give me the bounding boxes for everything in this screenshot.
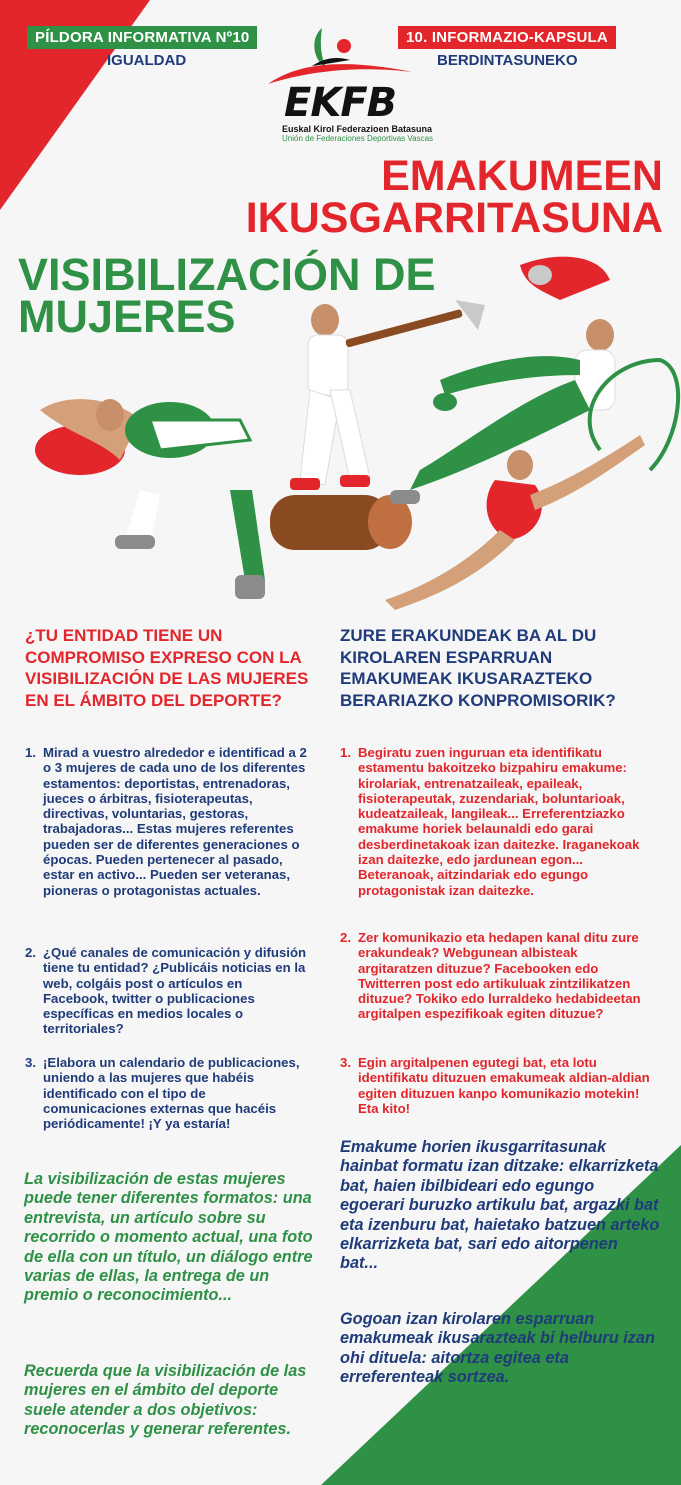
gymnast-figure — [385, 360, 678, 610]
wood-chopper-figure — [270, 300, 485, 550]
title-es-line2: MUJERES — [18, 291, 236, 342]
question-es: ¿TU ENTIDAD TIENE UN COMPROMISO EXPRESO CON LA VISIBILIZACIÓN DE LAS MUJERES EN EL ÁMBITO DEL DEPORTE? — [25, 626, 309, 710]
ekfb-logo — [262, 20, 437, 150]
climber-figure — [390, 257, 615, 504]
item-text: Mirad a vuestro alrededor e identificad a 2 o 3 mujeres de cada uno de los diferentes estamentos: deportistas, entrenadoras, jueces o árbitras, fisioterapeutas, directivas, voluntarias, gestoras, trabajadoras... Estas mujeres referentes pueden ser de diferentes generaciones o épocas. Pueden pertenecer al pasado, estar en activo... Pueden ser veteranas, pioneras o protagonistas actuales. — [43, 745, 307, 898]
title-eu-line1: EMAKUMEEN — [381, 152, 663, 200]
item-text: Begiratu zuen inguruan eta identifikatu estamentu bakoitzeko bizpahiru emakume: kirolariak, entrenatzaileak, epaileak, fisioterapeutak, zuzendariak, boluntarioak, kudeatzaileak, langileak... Erreferentziazko emakume horiek belaunaldi edo garai desberdinetakoak izan daitezke. Iraganekoak izan daitezke, edo jardunean egon... Beteranoak, aitzindariak edo egungo protagonistak izan daitezke. — [358, 745, 640, 898]
list-item-es-1 — [25, 745, 310, 898]
list-item-es-3 — [25, 1055, 310, 1131]
list-item-es-2 — [25, 945, 310, 1037]
logo-name-eu: Euskal Kirol Federazioen Batasuna — [282, 124, 433, 134]
logo-name-es: Unión de Federaciones Deportivas Vascas — [282, 134, 434, 143]
subtitle-eu: BERDINTASUNEKO — [437, 52, 578, 69]
wrestlers-figure — [35, 399, 265, 599]
badge-es: PÍLDORA INFORMATIVA Nº10 — [27, 26, 257, 49]
list-item-eu-1 — [340, 745, 650, 898]
list-item-eu-2 — [340, 930, 650, 1022]
note-es-objectives: Recuerda que la visibilización de las mujeres en el ámbito del deporte suele atender a dos objetivos: reconocerlas y generar referentes. — [24, 1362, 307, 1439]
item-number: 2. — [25, 945, 36, 960]
logo-wordmark: EKFB — [284, 80, 397, 126]
athletes-illustration — [0, 240, 681, 620]
item-number: 3. — [25, 1055, 36, 1070]
item-number: 1. — [340, 745, 351, 760]
list-item-eu-3 — [340, 1055, 650, 1116]
badge-eu: 10. INFORMAZIO-KAPSULA — [398, 26, 616, 49]
item-text: ¡Elabora un calendario de publicaciones, uniendo a las mujeres que habéis identificado con el tipo de comunicaciones externas que hacéis periódicamente! ¡Y ya estaría! — [43, 1055, 300, 1132]
item-text: ¿Qué canales de comunicación y difusión tiene tu entidad? ¿Publicáis noticias en la web, colgáis post o artículos en Facebook, twitter o publicaciones específicas en medios locales o territoriales? — [43, 945, 307, 1037]
note-eu-formats: Emakume horien ikusgarritasunak hainbat formatu izan ditzake: elkarrizketa bat, haien ibilbideari edo egungo egoerari buruzko artikulu bat, argazki bat eta izenburu bat, haietako batzuen arteko elkarrizketa bat, sari edo aitorpenen bat... — [340, 1138, 660, 1273]
item-number: 2. — [340, 930, 351, 945]
item-text: Zer komunikazio eta hedapen kanal ditu zure erakundeak? Webgunean albisteak argitaratzen dituzue? Facebooken edo Twitterren post edo artikuluak zintzilikatzen dituzue? Tokiko edo lurraldeko hedabideetan argitalpen espezifikoak egiten dituzue? — [358, 930, 641, 1022]
note-es-formats: La visibilización de estas mujeres puede tener diferentes formatos: una entrevista, un artículo sobre su recorrido o momento actual, una foto de ella con un título, un diálogo entre varias de ellas, la entrega de un premio o reconocimiento... — [24, 1170, 313, 1305]
item-number: 3. — [340, 1055, 351, 1070]
question-eu: ZURE ERAKUNDEAK BA AL DU KIROLAREN ESPARRUAN EMAKUMEAK IKUSARAZTEKO BERARIAZKO KONPROMISORIK? — [340, 626, 616, 710]
subtitle-es: IGUALDAD — [107, 52, 187, 69]
title-es-line1: VISIBILIZACIÓN DE — [18, 249, 436, 300]
item-text: Egin argitalpenen egutegi bat, eta lotu identifikatu dituzuen emakumeak aldian-aldian egiten dituzuen kanpo komunikazio motekin! Eta kito! — [358, 1055, 650, 1116]
note-eu-objectives: Gogoan izan kirolaren esparruan emakumeak ikusarazteak bi helburu izan ohi dituela: aitortza egitea eta erreferenteak sortzea. — [340, 1310, 655, 1387]
item-number: 1. — [25, 745, 36, 760]
title-eu-line2: IKUSGARRITASUNA — [245, 194, 663, 242]
